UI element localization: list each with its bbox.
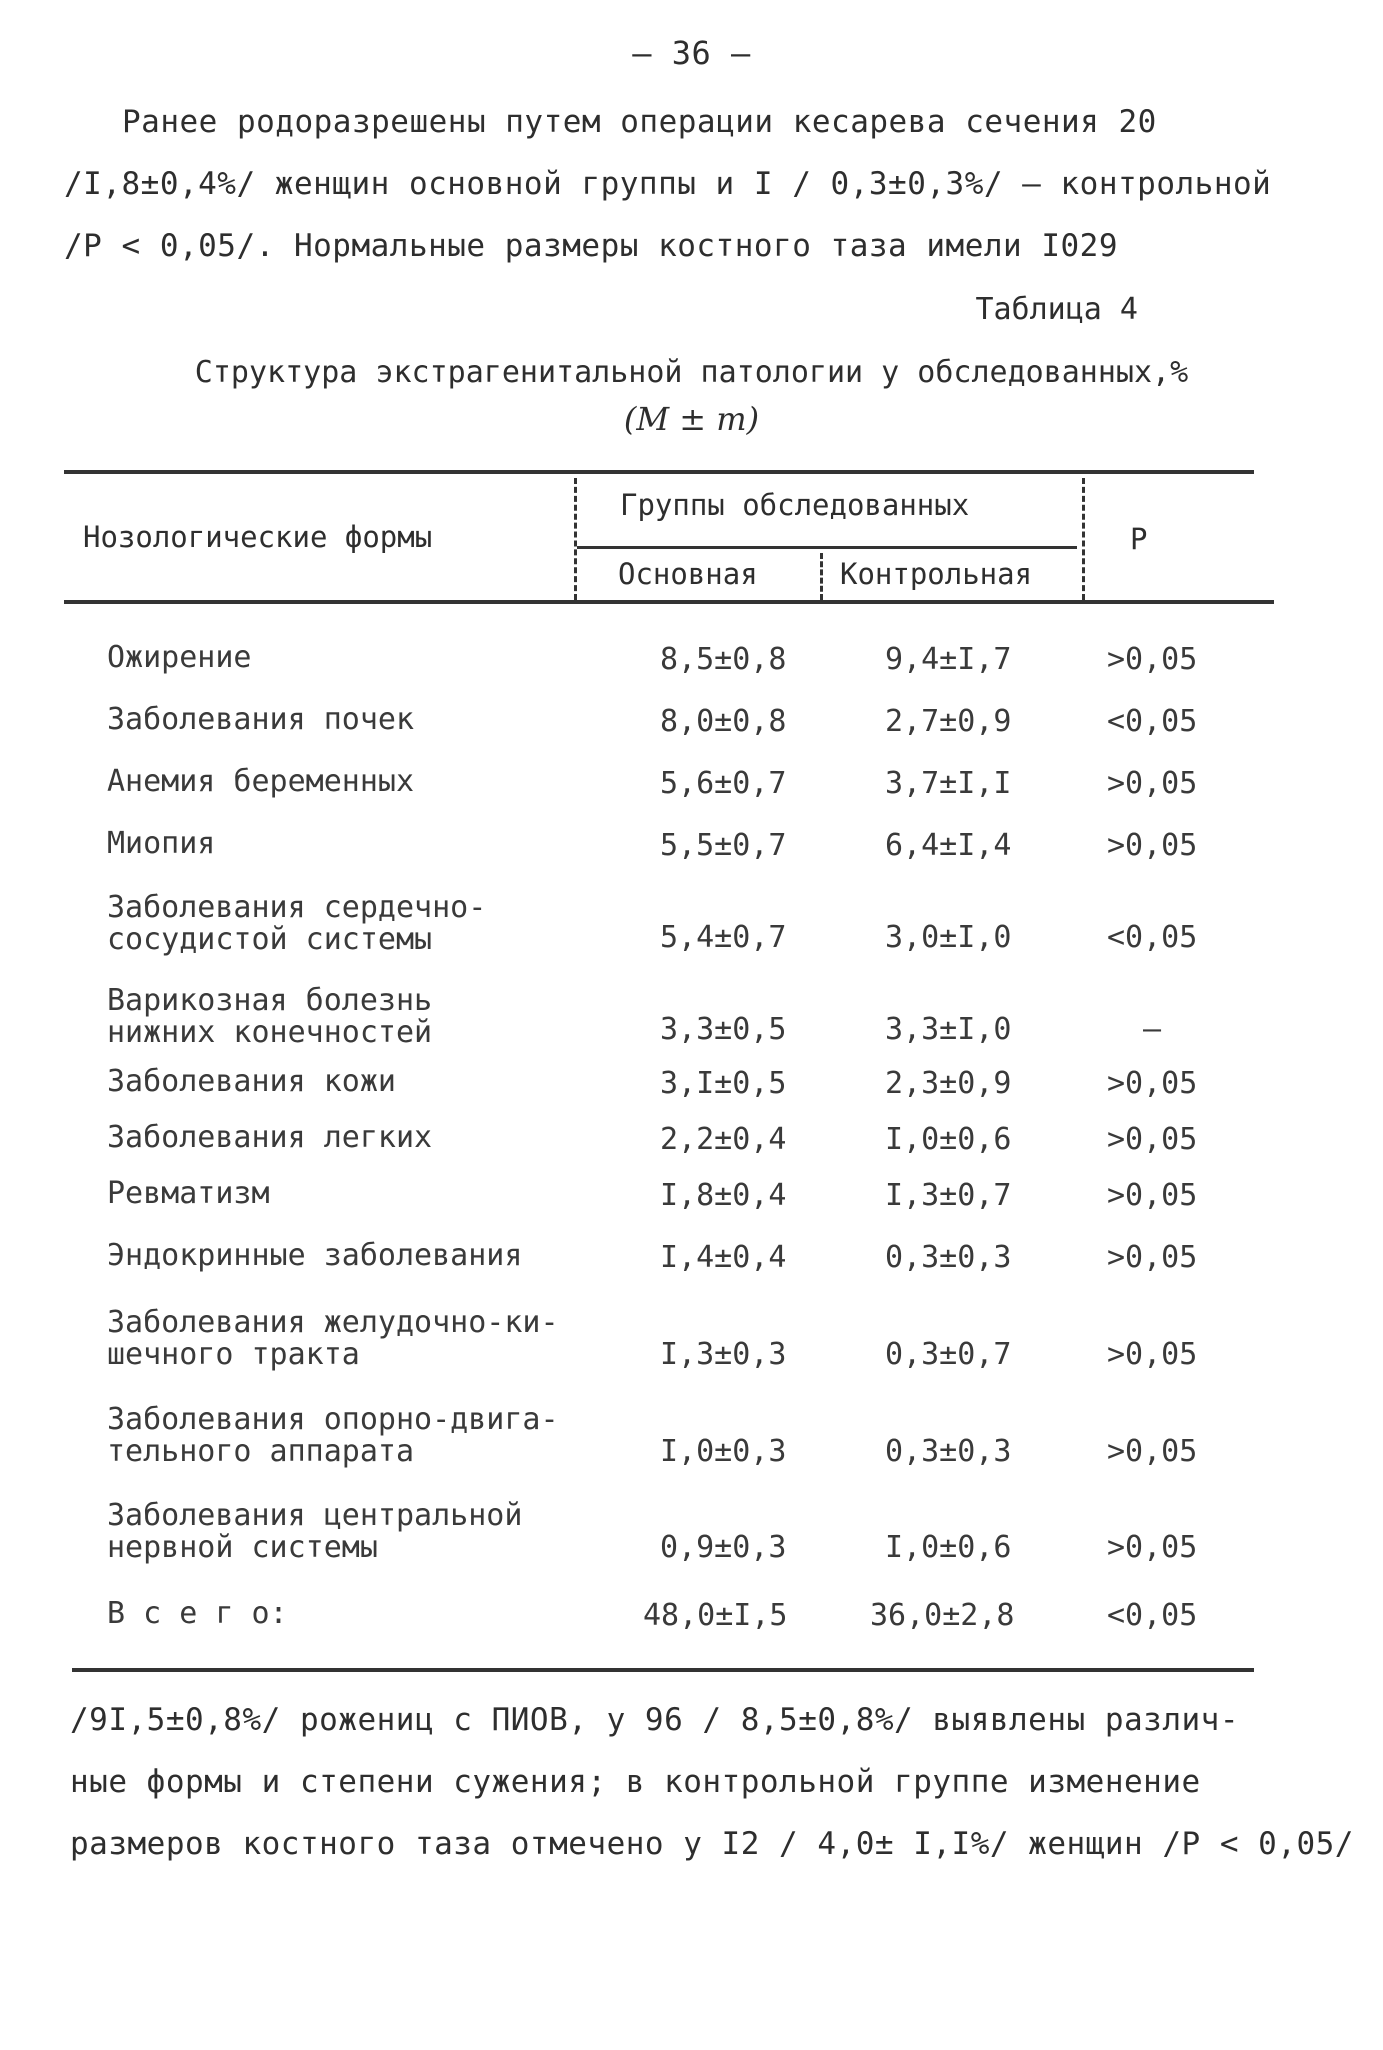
row-label: Заболевания почек xyxy=(107,702,415,737)
intro-line-1: Ранее родоразрешены путем операции кесарева сечения 20 xyxy=(122,104,1157,140)
row-label: Заболевания кожи xyxy=(107,1064,396,1099)
cell-control-total: 36,0±2,8 xyxy=(870,1598,1015,1633)
cell-main: 3,3±0,5 xyxy=(660,1012,787,1047)
row-label: Заболевания опорно-двига- тельного аппарата xyxy=(107,1402,559,1469)
row-label: Заболевания сердечно- сосудистой системы xyxy=(107,890,487,957)
row-label: Ревматизм xyxy=(107,1176,270,1211)
header-bottom-rule xyxy=(64,600,1274,604)
table-top-rule xyxy=(64,470,1254,474)
cell-main-total: 48,0±I,5 xyxy=(643,1598,788,1633)
cell-control: I,3±0,7 xyxy=(885,1178,1012,1213)
header-nosology: Нозологические формы xyxy=(83,520,433,554)
cell-main: I,4±0,4 xyxy=(660,1240,787,1275)
cell-main: I,3±0,3 xyxy=(660,1337,787,1372)
cell-main: 3,I±0,5 xyxy=(660,1066,787,1101)
row-label: Заболевания желудочно-ки- шечного тракта xyxy=(107,1305,559,1372)
column-separator xyxy=(820,553,823,600)
cell-p: >0,05 xyxy=(1107,1122,1198,1157)
header-groups: Группы обследованных xyxy=(620,488,970,522)
table-caption: Таблица 4 xyxy=(975,292,1138,327)
cell-main: 5,6±0,7 xyxy=(660,766,787,801)
table-subtitle: (M ± m) xyxy=(623,400,760,438)
cell-main: 8,0±0,8 xyxy=(660,704,787,739)
intro-line-3: /P < 0,05/. Нормальные размеры костного таза имели I029 xyxy=(64,228,1118,264)
cell-main: 8,5±0,8 xyxy=(660,642,787,677)
row-label-total: В с е г о: xyxy=(107,1596,288,1631)
row-label: Варикозная болезнь нижних конечностей xyxy=(107,983,433,1050)
table-title: Структура экстрагенитальной патологии у обследованных,% xyxy=(194,355,1189,390)
cell-main: I,8±0,4 xyxy=(660,1178,787,1213)
row-label: Заболевания легких xyxy=(107,1120,433,1155)
page-number: – 36 – xyxy=(632,34,751,72)
cell-p: >0,05 xyxy=(1107,1434,1198,1469)
intro-line-2: /I,8±0,4%/ женщин основной группы и I / 0,3±0,3%/ – контрольной xyxy=(64,166,1272,202)
cell-p: >0,05 xyxy=(1107,1530,1198,1565)
cell-main: 2,2±0,4 xyxy=(660,1122,787,1157)
cell-main: 5,4±0,7 xyxy=(660,920,787,955)
cell-control: I,0±0,6 xyxy=(885,1530,1012,1565)
outro-line-2: ные формы и степени сужения; в контрольной группе изменение xyxy=(70,1764,1201,1800)
cell-main: 0,9±0,3 xyxy=(660,1530,787,1565)
column-separator xyxy=(574,478,577,600)
outro-line-1: /9I,5±0,8%/ рожениц с ПИОВ, у 96 / 8,5±0,8%/ выявлены различ- xyxy=(70,1702,1239,1738)
row-label: Эндокринные заболевания xyxy=(107,1238,523,1273)
header-p: P xyxy=(1130,522,1148,556)
cell-control: I,0±0,6 xyxy=(885,1122,1012,1157)
header-control: Контрольная xyxy=(840,557,1033,591)
cell-control: 0,3±0,7 xyxy=(885,1337,1012,1372)
header-main: Основная xyxy=(618,557,758,591)
table-bottom-rule xyxy=(72,1668,1254,1672)
cell-p: – xyxy=(1143,1012,1162,1047)
cell-control: 2,7±0,9 xyxy=(885,704,1012,739)
cell-p: >0,05 xyxy=(1107,1240,1198,1275)
cell-control: 6,4±I,4 xyxy=(885,828,1012,863)
cell-main: 5,5±0,7 xyxy=(660,828,787,863)
column-separator xyxy=(1082,478,1085,600)
cell-p: >0,05 xyxy=(1107,1178,1198,1213)
cell-control: 9,4±I,7 xyxy=(885,642,1012,677)
cell-p: >0,05 xyxy=(1107,766,1198,801)
cell-control: 0,3±0,3 xyxy=(885,1240,1012,1275)
row-label: Миопия xyxy=(107,826,216,861)
row-label: Ожирение xyxy=(107,640,252,675)
cell-p: <0,05 xyxy=(1107,704,1198,739)
cell-p: >0,05 xyxy=(1107,1337,1198,1372)
row-label: Анемия беременных xyxy=(107,764,415,799)
cell-p-total: <0,05 xyxy=(1107,1598,1198,1633)
cell-control: 3,0±I,0 xyxy=(885,920,1012,955)
cell-control: 3,7±I,I xyxy=(885,766,1012,801)
outro-line-3: размеров костного таза отмечено у I2 / 4,0± I,I%/ женщин /P < 0,05/ xyxy=(70,1826,1354,1862)
cell-p: >0,05 xyxy=(1107,828,1198,863)
group-divider-rule xyxy=(577,546,1077,549)
cell-p: >0,05 xyxy=(1107,1066,1198,1101)
cell-p: <0,05 xyxy=(1107,920,1198,955)
cell-control: 0,3±0,3 xyxy=(885,1434,1012,1469)
cell-control: 3,3±I,0 xyxy=(885,1012,1012,1047)
cell-control: 2,3±0,9 xyxy=(885,1066,1012,1101)
row-label: Заболевания центральной нервной системы xyxy=(107,1498,523,1565)
cell-main: I,0±0,3 xyxy=(660,1434,787,1469)
cell-p: >0,05 xyxy=(1107,642,1198,677)
